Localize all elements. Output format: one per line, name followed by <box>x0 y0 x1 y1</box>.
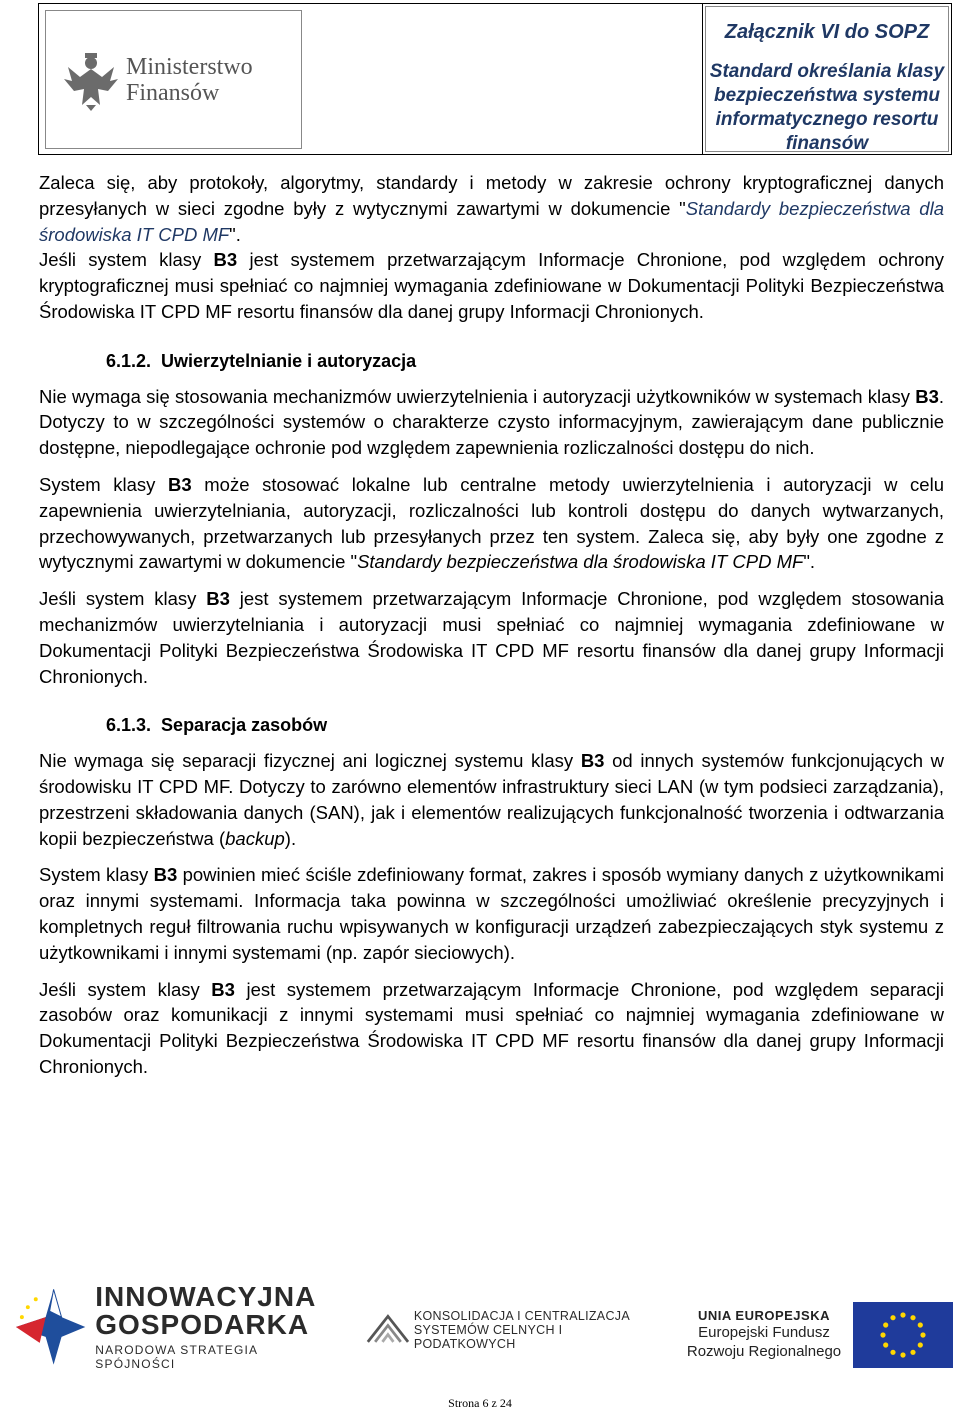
ig-star-icon <box>10 1287 87 1367</box>
annex-label: Załącznik VI do SOPZ <box>724 21 930 43</box>
eagle-emblem-icon <box>62 49 120 111</box>
text: jest systemem przetwarzającym Informacje Chronione, pod względem separacji zasobów oraz komunikacji z innymi systemami musi spełniać co najmniej wymagania zdefiniowane w Dokumentacji Polityki Bezpieczeństwa Środowiska IT CPD MF resortu finansów dla danej grupy Informacji Chronionych. <box>39 978 944 1077</box>
class-label: B3 <box>206 588 230 610</box>
class-label: B3 <box>168 473 192 495</box>
section-number: 6.1.2. <box>106 350 152 371</box>
doc-title-line: informatycznego resortu finansów <box>715 109 939 154</box>
text: powinien mieć ściśle zdefiniowany format, zakres i sposób wymiany danych z użytkownikami oraz innymi systemami. Informacja taka powinna w szczególności umożliwiać określenie precyzyjnych i kompletnych reguł filtrowania ruchu wpisywanych w konfiguracji urządzeń zabezpieczających styk systemu z użytkownikami i innymi systemami (np. zapór sieciowych). <box>39 864 944 963</box>
ministry-name <box>126 54 253 106</box>
paragraph <box>39 472 944 575</box>
header-title-box <box>705 6 949 152</box>
header-title-cell <box>703 4 951 154</box>
section-heading-6-1-2 <box>106 349 944 375</box>
section-title: Separacja zasobów <box>161 715 328 736</box>
eu-fund-text <box>684 1308 844 1361</box>
doc-reference: Standardy bezpieczeństwa dla środowiska IT CPD MF <box>39 197 944 245</box>
text: Jeśli system klasy <box>39 249 214 271</box>
text: . Dotyczy to w szczególności systemów o charakterze czysto informacyjnym, zawierającym dane publicznie dostępne, niepodlegające ochronie pod względem zapewnienia rozliczalności dostępu do nich. <box>39 385 944 459</box>
kc-text <box>414 1309 646 1351</box>
section-heading-6-1-3 <box>106 713 944 739</box>
document-header <box>38 3 952 155</box>
paragraph <box>39 247 944 324</box>
kc-logo <box>366 1300 646 1360</box>
header-logo-cell <box>39 4 703 154</box>
text: od innych systemów funkcjonujących w środowisku IT CPD MF. Dotyczy to zarówno elementów infrastruktury sieci LAN (w tym podsieci zarządzania), przestrzeni składowania danych (SAN), jak i elementów realizujących funkcjonalność tworzenia i odtwarzania kopii bezpieczeństwa ( <box>39 750 944 849</box>
doc-title <box>706 60 948 156</box>
ministry-logo <box>45 10 302 149</box>
eu-fund-line-1: Europejski Fundusz <box>698 1324 830 1341</box>
class-label: B3 <box>213 249 238 271</box>
class-label: B3 <box>211 978 235 1000</box>
text: Zaleca się, aby protokoły, algorytmy, standardy i metody w zakresie ochrony kryptograficznej danych przesyłanych w sieci zgodne były z wytycznymi zawartymi w dokumencie " <box>39 172 944 219</box>
eu-flag-icon <box>853 1302 953 1368</box>
ig-subtitle: NARODOWA STRATEGIA SPÓJNOŚCI <box>95 1343 258 1371</box>
backup-term: backup <box>225 827 285 849</box>
text: ). <box>284 827 297 849</box>
kc-line-1: KONSOLIDACJA I CENTRALIZACJA <box>413 1309 630 1323</box>
text: jest systemem przetwarzającym Informacje Chronione, pod względem ochrony kryptograficznej musi spełniać co najmniej wymagania zdefiniowane w Dokumentacji Polityki Bezpieczeństwa Środowiska IT CPD MF resortu finansów dla danej grupy Informacji Chronionych. <box>39 249 945 322</box>
paragraph <box>39 862 944 965</box>
eu-label: UNIA EUROPEJSKA <box>698 1308 830 1323</box>
doc-title-line: bezpieczeństwa systemu <box>714 85 940 106</box>
paragraph <box>39 748 944 851</box>
kc-mark-icon <box>366 1309 410 1351</box>
text: Nie wymaga się separacji fizycznej ani logicznej systemu klasy <box>39 750 581 772</box>
footer-logos <box>0 1280 960 1380</box>
kc-line-2: SYSTEMÓW CELNYCH I PODATKOWYCH <box>413 1323 563 1351</box>
document-body <box>39 170 944 1091</box>
section-title: Uwierzytelnianie i autoryzacja <box>161 350 417 371</box>
ig-text <box>95 1283 340 1371</box>
doc-title-line: Standard określania klasy <box>709 61 945 82</box>
text: System klasy <box>39 864 154 886</box>
paragraph <box>39 384 944 461</box>
text: System klasy <box>39 473 168 495</box>
eu-fund-line-2: Rozwoju Regionalnego <box>686 1343 842 1360</box>
page-number: Strona 6 z 24 <box>448 1396 512 1410</box>
text: Jeśli system klasy <box>39 588 207 610</box>
ig-title-2: GOSPODARKA <box>95 1309 310 1340</box>
paragraph <box>39 977 944 1080</box>
class-label: B3 <box>580 750 605 772</box>
innowacyjna-gospodarka-logo <box>10 1281 340 1371</box>
text: ". <box>803 551 816 573</box>
paragraph <box>39 170 944 247</box>
ministry-name-line-1: Ministerstwo <box>126 53 253 80</box>
paragraph <box>39 586 944 689</box>
ministry-name-line-2: Finansów <box>126 79 220 106</box>
text: Jeśli system klasy <box>39 978 212 1000</box>
class-label: B3 <box>153 864 178 886</box>
section-number: 6.1.3. <box>106 715 152 736</box>
text: jest systemem przetwarzającym Informacje Chronione, pod względem stosowania mechanizmów uwierzytelniania i autoryzacji musi spełniać co najmniej wymagania zdefiniowane w Dokumentacji Polityki Bezpieczeństwa Środowiska IT CPD MF resortu finansów dla danej grupy Informacji Chronionych. <box>39 588 945 687</box>
class-label: B3 <box>915 385 939 407</box>
text: może stosować lokalne lub centralne metody uwierzytelnienia i autoryzacji w celu zapewnienia uwierzytelniania, autoryzacji, rozliczalności lub kontroli dostępu do danych wytwarzanych, przechowywanych, przetwarzanych lub przesyłanych przez ten system. Zaleca się, aby były one zgodne z wytycznymi zawartymi w dokumencie " <box>39 473 944 573</box>
text: Nie wymaga się stosowania mechanizmów uwierzytelnienia i autoryzacji użytkowników w systemach klasy <box>39 385 916 407</box>
ig-title-1: INNOWACYJNA <box>95 1281 317 1312</box>
text: ". <box>229 223 241 245</box>
doc-reference: Standardy bezpieczeństwa dla środowiska IT CPD MF <box>357 551 804 573</box>
